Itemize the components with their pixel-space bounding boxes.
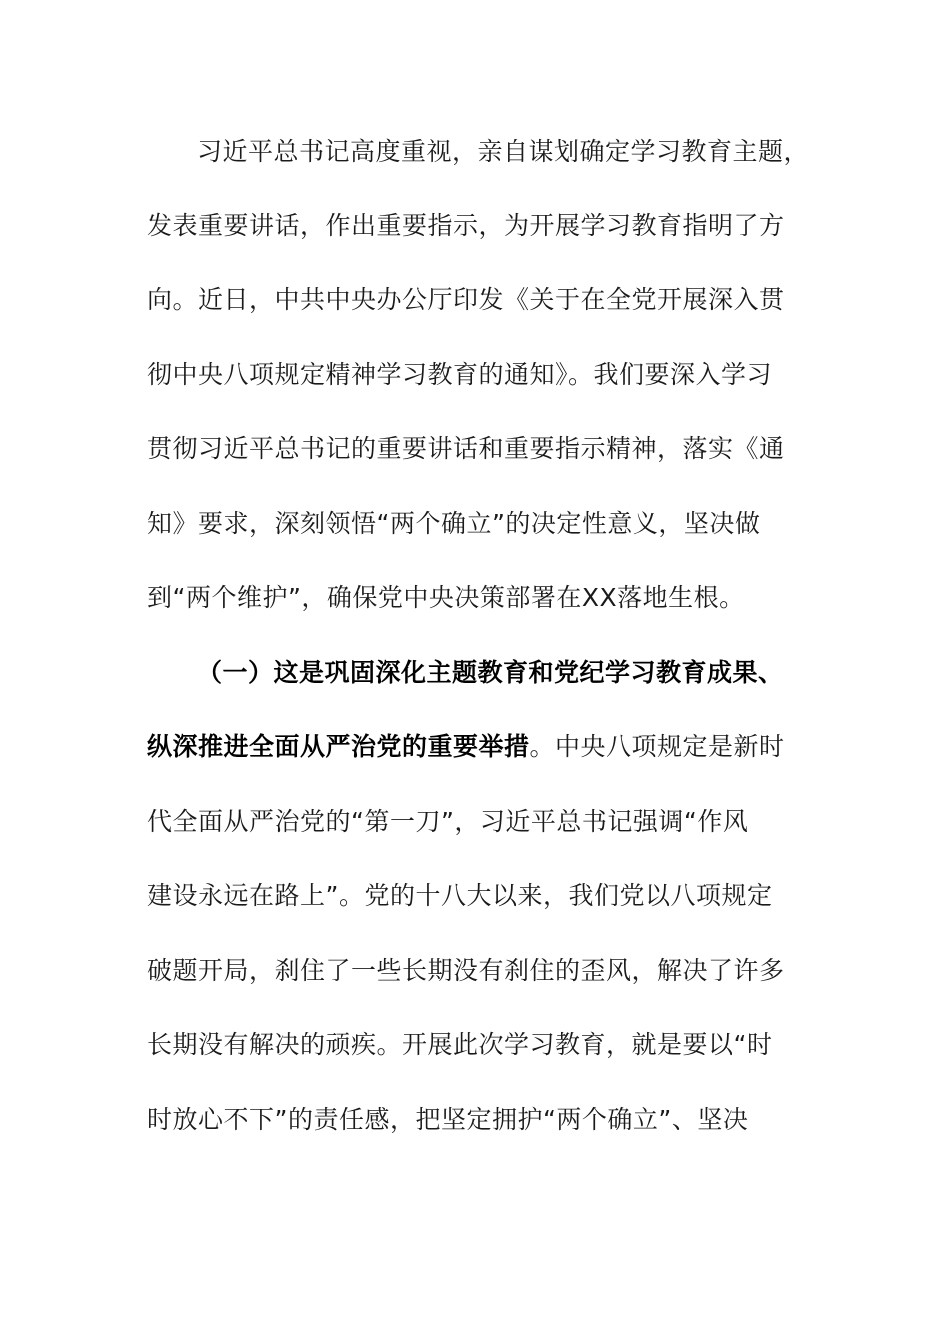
- section-heading-line-1: [197, 653, 807, 693]
- paragraph-1-line-5: 贯彻习近平总书记的重要讲话和重要指示精神，落实《通: [147, 434, 785, 463]
- section-heading-rest: 。中央八项规定是新时: [529, 732, 785, 761]
- paragraph-2-line-3: 代全面从严治党的“第一刀”，习近平总书记强调“作风: [147, 807, 749, 836]
- paragraph-1-line-1: 习近平总书记高度重视，亲自谋划确定学习教育主题，: [197, 137, 810, 166]
- paragraph-2-line-6: 长期没有解决的顽疾。开展此次学习教育，就是要以“时: [147, 1030, 773, 1059]
- paragraph-1-line-4: 彻中央八项规定精神学习教育的通知》。我们要深入学习: [147, 360, 773, 389]
- paragraph-2-line-7: 时放心不下”的责任感，把坚定拥护“两个确立”、坚决: [147, 1105, 749, 1134]
- paragraph-1-line-7: 到“两个维护”，确保党中央决策部署在XX落地生根。: [147, 583, 745, 612]
- section-heading-bold-1: （一）这是巩固深化主题教育和党纪学习教育成果、: [197, 658, 784, 687]
- section-heading-line-2: [147, 727, 807, 767]
- paragraph-2-line-4: 建设永远在路上”。党的十八大以来，我们党以八项规定: [147, 881, 773, 910]
- paragraph-1-line-2: 发表重要讲话，作出重要指示，为开展学习教育指明了方: [147, 211, 785, 240]
- paragraph-2-line-5: 破题开局，刹住了一些长期没有刹住的歪风，解决了许多: [147, 956, 785, 985]
- paragraph-1-line-6: 知》要求，深刻领悟“两个确立”的决定性意义，坚决做: [147, 509, 761, 538]
- section-heading-bold-2: 纵深推进全面从严治党的重要举措: [147, 732, 530, 761]
- paragraph-1-line-3: 向。近日，中共中央办公厅印发《关于在全党开展深入贯: [147, 285, 785, 314]
